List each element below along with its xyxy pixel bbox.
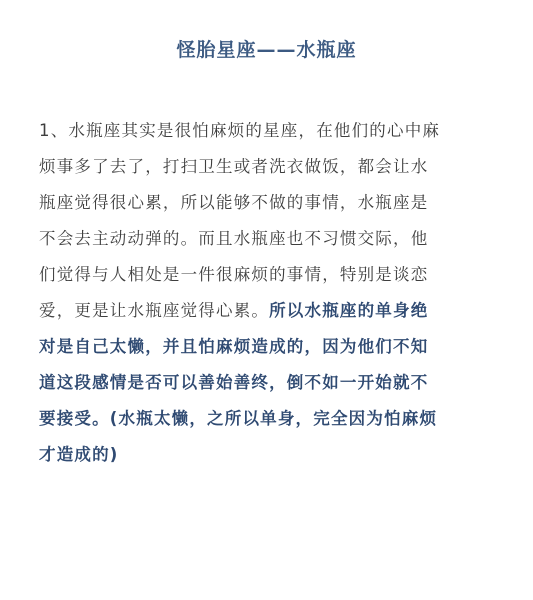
article-body (39, 113, 499, 473)
body-line-mixed (39, 293, 499, 329)
emphasis-line: 对是自己太懒，并且怕麻烦造成的，因为他们不知 (39, 337, 429, 356)
body-line: 1、水瓶座其实是很怕麻烦的星座，在他们的心中麻 (39, 121, 441, 140)
emphasis-line: 道这段感情是否可以善始善终，倒不如一开始就不 (39, 373, 429, 392)
emphasis-line: 才造成的) (39, 445, 119, 464)
emphasis-line: 要接受。(水瓶太懒，之所以单身，完全因为怕麻烦 (39, 409, 438, 428)
article-title: 怪胎星座——水瓶座 (176, 39, 357, 61)
emphasis-text: 所以水瓶座的单身绝 (269, 301, 429, 320)
body-line: 烦事多了去了，打扫卫生或者洗衣做饭，都会让水 (39, 157, 429, 176)
body-line: 们觉得与人相处是一件很麻烦的事情，特别是谈恋 (39, 265, 429, 284)
body-line: 不会去主动动弹的。而且水瓶座也不习惯交际，他 (39, 229, 429, 248)
body-line: 瓶座觉得很心累，所以能够不做的事情，水瓶座是 (39, 193, 429, 212)
body-line-plain-part: 爱，更是让水瓶座觉得心累。 (39, 301, 270, 320)
